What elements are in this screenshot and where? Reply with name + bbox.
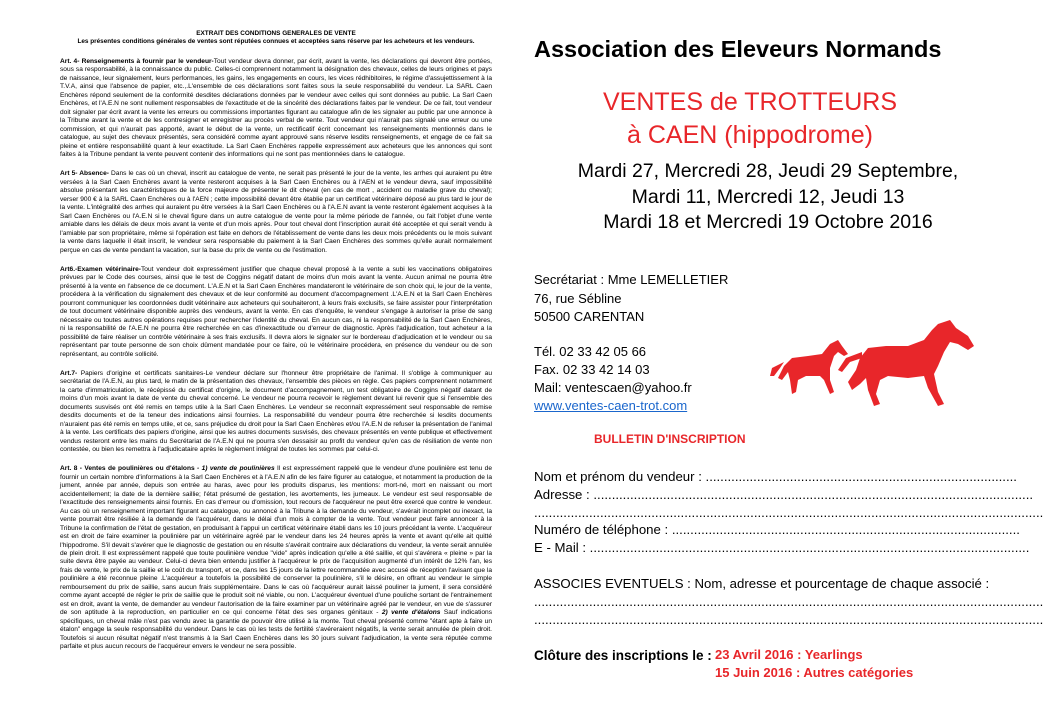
associes-line-2[interactable]: ........................................................................................................................................... [534, 612, 1043, 627]
horse-mare-and-foal-icon [768, 318, 984, 408]
telephone: Tél. 02 33 42 05 66 [534, 344, 647, 359]
article-5-title: Art 5- Absence- [60, 170, 109, 178]
mail: Mail: ventescaen@yahoo.fr [534, 380, 692, 395]
field-email[interactable]: E - Mail : ........................................................................................................................ [534, 540, 1030, 555]
associes-label: ASSOCIES EVENTUELS : Nom, adresse et pourcentage de chaque associé : [534, 576, 990, 591]
field-phone[interactable]: Numéro de téléphone : ............................................................................................... [534, 522, 1020, 537]
field-address[interactable]: Adresse : ........................................................................................................................ [534, 487, 1034, 502]
article-4-title: Art. 4- Renseignements à fournir par le vendeur- [60, 58, 214, 65]
article-8-text2: Sauf indications spécifiques, un cheval mâle n'est pas vendu avec la garantie de pouvoir être utilisé à la monte. Tout cheval présenté comme "étant apte à faire un étalon" engage la seule responsabilité du vendeur. Dans le cas où les tests de fertilité s'avéreraient négatifs, la vente serait annulée de plein droit. Toutefois si aucun résultat négatif n'est transmis à la Sarl Caen Enchères dans les 30 jours suivant l'adjudication, la vente sera réputée comme parfaite et plus aucun recours de l'acquéreur envers le vendeur ne sera possible. [60, 609, 492, 650]
article-8 [60, 465, 492, 651]
conditions-subtitle: Les présentes conditions générales de ventes sont réputées connues et acceptées sans réserve par les acheteurs et les vendeurs. [77, 38, 475, 45]
article-5-text: Dans le cas où un cheval, inscrit au catalogue de vente, ne serait pas présenté le jour de la vente, les arrhes qui auraient pu être versées à la Sarl Caen Enchères avant la vente resteront acquises à la Sarl Caen Enchères ou à l'AEN et le vendeur devra, sauf impossibilité absolue présentant les caractéristiques de la force majeure de présenter le dit cheval (en cas de mort , accident ou maladie grave du cheval); verser 900 € à la SARL Caen Enchères ou à l'AEN ; cette impossibilité devant être établie par un certificat vétérinaire déposé au plus tard le jour de la vente. L'intégralité des arrhes qui auraient pu être versées à la Sarl Caen Enchères ou à l'A.E.N avant la vente resteront également acquises à la Sarl Caen Enchères ou l'A.E.N si le cheval figure dans un autre catalogue de vente pour la même période de l'année, ou fait l'objet d'une vente amiable dans les délais de deux mois avant la vente et d'un mois après. Pour tout cheval dont l'inscription aurait été acceptée et qui serait vendu à l'amiable par son propriétaire, même si l'opération est faite en dehors de l'établissement de vente dans les deux mois précédents ou le mois suivant la vente dans laquelle il était inscrit, le vendeur sera responsable du paiement à la Sarl Caen Enchères des sommes qu'elle aurait normalement perçue en cas de vente pendant la vacation, sur la base du prix de vente ou de l'estimation. [60, 170, 492, 254]
association-title: Association des Eleveurs Normands [534, 36, 942, 62]
article-6-title: Art6.-Examen vétérinaire- [60, 265, 142, 273]
fax: Fax. 02 33 42 14 03 [534, 362, 650, 377]
article-8-text1: Il est expressément rappelé que le vendeur d'une poulinière est tenu de fournir un certain nombre d'informations à la Sarl Caen Enchères et à l'A.E.N afin de les faire figurer au catalogue, et notamment la production de la jument, année par année, depuis son entrée au haras, avec pour les produits disparus, les mentions: mort-né, mort en naissant ou mort accidentellement; la date de la dernière saillie; l'état présumé de gestation, les avortements, les jumeaux. Le vendeur est seul responsable de l'exactitude des renseignements ainsi fournis. En cas d'erreur ou d'omission, tout recours de l'acquéreur ne peut être exercé que contre le vendeur. Au cas où un renseignement important figurant au catalogue, ou annoncé à la Tribune à la demande du vendeur, s'avérait incomplet ou inexact, la vente pourrait être résiliée à la demande de l'acquéreur, dans le délai d'un mois à compter de la vente. Tout vendeur peut faire annoncer à la Tribune la confirmation de l'état de gestation, en produisant à l'appui un certificat vétérinaire établi dans les 10 jours précédant la vente. L'acquéreur est en droit de faire examiner la poulinière par un vétérinaire agréé par le vendeur dans les 24 heures après la vente et avant qu'elle ait quitté l'hippodrome. S'il devait s'avérer que le diagnostic de gestation ou en résulte s'avérait contraire aux déclarations du vendeur, la vente serait annulée de plein droit. Il est expressément rappelé que toute poulinière vendue "vide" après indication qu'elle a été saillie, et qui s'avérera « pleine » par la suite devra être payée au vendeur. Celui-ci devra bien entendu justifier à l'acquéreur le prix de l'acquisition augmenté d'un intérêt de 12% l'an, les frais de vente, le prix de la saillie et le coût du transport, et ce, dans les 15 jours de la lettre recommandée avec accusé de réception l'avisant que la poulinière a été reconnue pleine .L'acquéreur a toutefois la possibilité de conserver la poulinière, s'il le désire, en offrant au vendeur le simple remboursement du prix de saillie, sans aucun frais supplémentaire. Dans le cas où l'acquéreur aurait laissé pouliner la jument, il sera considéré comme ayant accepté de régler le prix de saillie que le produit soit né viable, ou non. L'acquéreur éventuel d'une pouliche sortant de l'entrainement est en droit, avant la vente, de demander au vendeur l'autorisation de la faire examiner par un vétérinaire agréé par le vendeur, en vue de s'assurer de son aptitude à la reproduction, en particulier en ce qui concerne l'état des ses organes génitaux - [60, 465, 493, 617]
article-7-text: Papiers d'origine et certificats sanitaires-Le vendeur déclare sur l'honneur être propriétaire de l'animal. Il s'oblige à communiquer au secrétariat de l'A.E.N, au plus tard, le matin de la présentation des chevaux, l'ensemble des pièces en règle. Ces papiers comprennent notamment la carte d'immatriculation, le récépissé du certificat d'origine, le document d'accompagnement, un test obligatoire de Coggins négatif datant de moins d'un mois avant la date de vente du cheval concerné. Le vendeur ne pourra recevoir le règlement devant lui revenir que si l'ensemble des documents susvisés ont été remis en temps utile à la Sarl Caen Enchères. Le vendeur se reconnaît expressément seul responsable de remise desdits documents et de la teneur des indications ainsi fournies. La responsabilité du vendeur pourra être recherchée si lesdits documents n'auraient pas été remis en temps utile, et ce, sans préjudice du droit pour la Sarl Caen Enchères et/ou l'A.E.N de refuser la présentation de l'animal à la vente. Les certificats des papiers d'origine, ainsi que les autres documents susvisés, des chevaux présentés en vente publique et effectivement vendus resteront entre les mains du Secrétariat de l'A.E.N qui ne pourra s'en dessaisir au profit du vendeur qu'en cas de résiliation de vente non contestée, ou bien les remettra à l'adjudicataire après le règlement intégral de toutes les sommes par celui-ci. [60, 369, 492, 454]
article-8-sub1: - 1) vente de poulinières [194, 465, 275, 473]
cloture-date-autres: 15 Juin 2016 : Autres catégories [715, 665, 914, 680]
dates-line3: Mardi 18 et Mercredi 19 Octobre 2016 [603, 211, 933, 233]
article-8-sub2: 2) vente d'étalons [378, 609, 441, 617]
cloture-label: Clôture des inscriptions le : [534, 648, 712, 663]
article-8-title: Art. 8 - Ventes de poulinières ou d'étalons [60, 465, 195, 473]
article-7-title: Art.7- [60, 369, 78, 377]
dates-line1: Mardi 27, Mercredi 28, Jeudi 29 Septembre, [577, 160, 959, 182]
article-4 [60, 58, 492, 159]
article-5 [60, 170, 492, 255]
dates-line2: Mardi 11, Mercredi 12, Jeudi 13 [631, 186, 905, 208]
field-address-2[interactable]: ........................................................................................................................................... [534, 505, 1043, 520]
article-6 [60, 266, 492, 359]
article-4-text: Tout vendeur devra donner, par écrit, avant la vente, les déclarations qui devront être portées, sous sa responsabilité, à la connaissance du public. Celles-ci comprennent notamment la désignation des chevaux, celles de leurs origines et pays de naissance, leur signalement, leurs performances, les gains, les engagements en cours, les vices rédhibitoires, le régime d'assujettissement à la T.V.A, ainsi que l'absence de papier, etc.,.L'ensemble de ces déclarations sont faites sous la seule responsabilité du vendeur. La SARL Caen Enchères répond seulement de la conformité desdites déclarations données par le vendeur avec celles qui sont données au public. La Sarl Caen Enchères, et l'A.E.N ne sont nullement responsables de l'exactitude et de la sincérité des déclarations faites par le vendeur. De ce fait, tout vendeur doit signaler par écrit avant la vente les erreurs ou commissions importantes figurant au catalogue afin de les signaler au public par une annonce à la Tribune avant la vente et de les contresigner et enregistrer au procès verbal de vente. Tout vendeur qui n'aurait pas signalé une erreur ou une commission, et qui n'aurait pas apporté, avant le début de la vente, un rectificatif écrit concernant les renseignements mentionnés dans le catalogue, au sujet des chevaux présentés, sera considéré comme ayant approuvé sans réserve lesdits renseignements, et engage de ce fait sa pleine et entière responsabilité quant à leur exactitude. La Sarl Caen Enchères rappelle expressément aux acheteurs que les annonces qui sont faites à la Tribune pendant la vente peuvent contenir des informations qui ne sont pas mentionnées dans le catalogue. [60, 58, 493, 158]
ventes-title-line2: à CAEN (hippodrome) [627, 121, 873, 149]
conditions-title: EXTRAIT DES CONDITIONS GENERALES DE VENTE [196, 30, 356, 37]
website-link[interactable]: www.ventes-caen-trot.com [534, 398, 688, 413]
field-name[interactable]: Nom et prénom du vendeur : ..................................................................................... [534, 469, 1017, 484]
bulletin-title: BULLETIN D'INSCRIPTION [594, 432, 746, 446]
cloture-date-yearlings: 23 Avril 2016 : Yearlings [715, 647, 863, 662]
associes-line-1[interactable]: ........................................................................................................................................... [534, 594, 1043, 609]
address-city: 50500 CARENTAN [534, 309, 645, 324]
article-7 [60, 370, 492, 455]
conditions-header [60, 30, 492, 46]
conditions-de-vente [60, 30, 492, 662]
article-6-text: Tout vendeur doit expressément justifier que chaque cheval proposé à la vente a subi les vaccinations obligatoires prévues par le Code des courses, ainsi que le test de Coggins négatif datant de moins d'un mois avant la vente. Aucun animal ne pourra être présenté à la vente en l'absence de ce document. L'A.E.N et la Sarl Caen Enchères mandateront le vétérinaire de son choix qui, le jour de la vente, procédera à la vérification du signalement des chevaux et de leur conformité au document d'accompagnement .L'A.E.N et la Sarl Caen Enchères pourront communiquer les coordonnées dudit vétérinaire aux acheteurs qui souhaiteront, à leurs frais exclusifs, se faire assister pour l'interprétation de tout document vétérinaire disponible auprès des vendeurs, avant la vente. En cas d'enquête, le vendeur s'engage à autoriser la prise de sang nécessaire ou toutes autres opérations requises pour rechercher l'identité du cheval. En aucun cas, ni la responsabilité de la Sarl Caen Enchères, ni la responsabilité de l'A.E.N ne pourra être recherchée en cas d'inexactitude ou d'erreur de diagnostic. Après l'adjudication, tout acheteur a la possibilité de faire réaliser un contrôle vétérinaire à ses frais exclusifs. Il devra alors le signaler sur le bordereau d'adjudication et le vendeur ou sa représentant par toute personne de son choix dûment mandatée pour ce faire, où le vétérinaire procédera, en présence du vendeur ou de son représentant, au contrôle sollicité. [60, 265, 492, 358]
address-street: 76, rue Sébline [534, 291, 622, 306]
ventes-title-line1: VENTES de TROTTEURS [602, 88, 898, 116]
secretariat: Secrétariat : Mme LEMELLETIER [534, 272, 729, 287]
